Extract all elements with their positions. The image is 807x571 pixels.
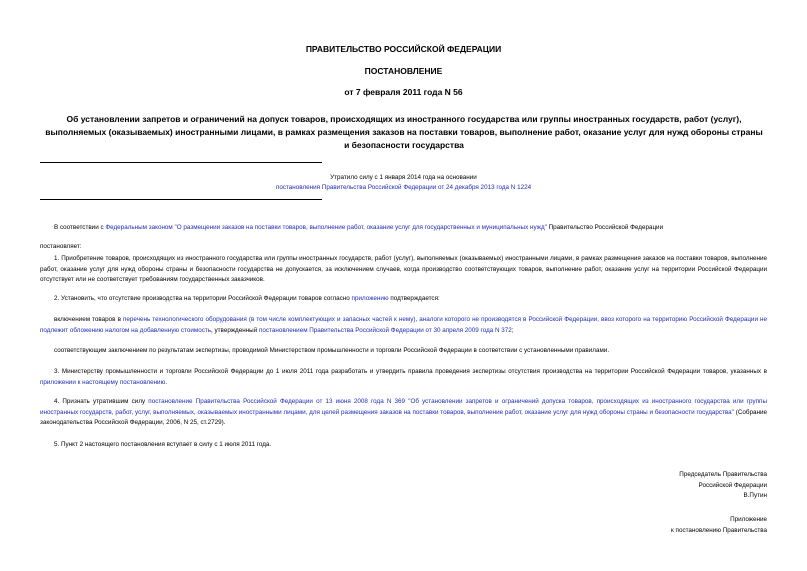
paragraph-2a-post: ; (511, 326, 514, 334)
paragraph-2b: соответствующим заключением по результатам экспертизы, проводимой Министерством промышленности и торговли Российской Федерации в соответствии с установленными правилами. (54, 347, 610, 354)
equipment-list-link[interactable]: перечень технологического оборудования (в том числе комплектующих и запасных частей к нему), аналоги которого не производятся в Российской Федерации, ввоз которого на территорию Российской Федерации не подлежит обложению налогом на добавленную стоимость (40, 316, 767, 334)
appendix-title: Приложение (730, 516, 767, 523)
paragraph-5: 5. Пункт 2 настоящего постановления вступает в силу с 1 июля 2011 года. (54, 441, 272, 448)
document-type-heading: ПОСТАНОВЛЕНИЕ (364, 66, 443, 76)
paragraph-3 (40, 367, 767, 388)
paragraph-3-post: . (165, 378, 168, 386)
signature-block (507, 470, 767, 502)
decides-label: постановляет: (40, 243, 82, 250)
intro-text-pre: В соответствии с (54, 224, 106, 231)
bottom-divider (40, 199, 322, 200)
appendix-subtitle: к постановлению Правительства (671, 526, 767, 534)
paragraph-1: 1. Приобретение товаров, происходящих из иностранного государства или группы иностранных государств, работ (услуг), выполняемых (оказываемых) иностранными лицами, в рамках размещения заказов на поставки товаров, выполнение работ, оказание услуг для нужд обороны страны и безопасности государства не допускается, за исключением случаев, когда производство соответствующих товаров, выполнение работ, оказание услуг на территории Российской Федерации отсутствует или не соответствует требованиям государственных заказчиков. (40, 255, 767, 283)
paragraph-4 (40, 397, 767, 429)
paragraph-4-pre: 4. Признать утратившим силу (54, 398, 149, 405)
document-title: Об установлении запретов и ограничений на допуск товаров, происходящих из иностранного государства или группы иностранных государств, работ (услуг), выполняемых (оказываемых) иностранными лицами, в рамках размещения заказов на поставки товаров, выполнение работ, оказание услуг для нужд обороны страны и безопасности государства (45, 114, 763, 150)
paragraph-2a-pre: включением товаров в (54, 316, 123, 323)
decree-372-link[interactable]: постановлением Правительства Российской Федерации от 30 апреля 2009 года N 372 (258, 326, 512, 334)
decree-369-link[interactable]: постановление Правительства Российской Федерации от 13 июня 2008 года N 369 "Об установлении запретов и ограничений допуска товаров, происходящих из иностранного государства или группы иностранных государств, работ, услуг, выполняемых, оказываемых иностранными лицами, для целей размещения заказов на поставки товаров, выполнение работ, оказание услуг для нужд обороны страны и безопасности государства" (40, 398, 767, 416)
signature-country: Российской Федерации (698, 481, 767, 489)
federal-law-link[interactable]: Федеральным законом "О размещении заказов на поставки товаров, выполнение работ, оказание услуг для государственных и муниципальных нужд" (105, 224, 547, 231)
intro-paragraph (40, 223, 767, 234)
paragraph-4-post: (Собрание законодательства Российской Федерации, 2006, N 25, ст.2729). (40, 408, 767, 426)
paragraph-2-pre: 2. Установить, что отсутствие производства на территории Российской Федерации товаров согласно (54, 295, 352, 302)
appendix-reference-link[interactable]: приложении к настоящему постановлению (40, 378, 166, 386)
status-note (0, 173, 807, 193)
paragraph-2-post: подтверждается: (388, 295, 440, 302)
government-heading: ПРАВИТЕЛЬСТВО РОССИЙСКОЙ ФЕДЕРАЦИИ (305, 44, 502, 54)
paragraph-3-pre: 3. Министерству промышленности и торговли Российской Федерации до 1 июля 2011 года разработать и утвердить правила проведения экспертизы отсутствия производства на территории Российской Федерации товаров, указанных в (54, 368, 767, 375)
status-note-text: Утратило силу с 1 января 2014 года на основании (330, 174, 477, 181)
status-note-link[interactable]: постановления Правительства Российской Федерации от 24 декабря 2013 года N 1224 (275, 184, 532, 191)
appendix-link[interactable]: приложению (351, 295, 389, 302)
top-divider (40, 162, 322, 163)
document-date-number: от 7 февраля 2011 года N 56 (344, 87, 463, 97)
intro-text-post: Правительство Российской Федерации (546, 224, 664, 231)
paragraph-2a (40, 315, 767, 336)
paragraph-2a-mid: , утвержденный (211, 326, 259, 334)
signature-position: Председатель Правительства (679, 471, 767, 478)
appendix-header (507, 515, 767, 536)
signature-name: В.Путин (743, 492, 767, 499)
paragraph-2 (40, 294, 767, 305)
